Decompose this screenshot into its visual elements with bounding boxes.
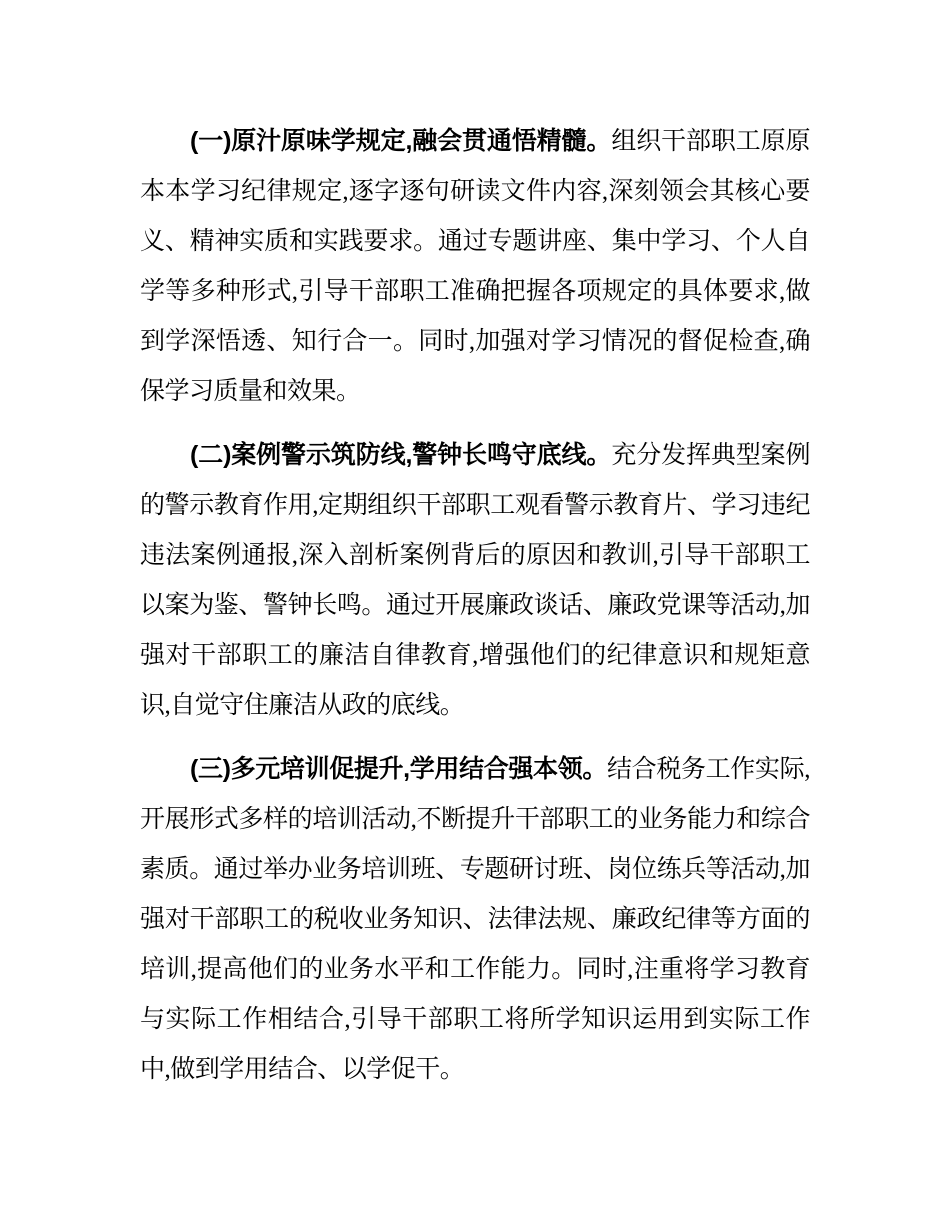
paragraph-2 xyxy=(140,430,810,731)
paragraph-3-heading: (三)多元培训促提升,学用结合强本领。 xyxy=(190,755,608,783)
paragraph-1-body: 组织干部职工原原本本学习纪律规定,逐字逐句研读文件内容,深刻领会其核心要义、精神实质和实践要求。通过专题讲座、集中学习、个人自学等多种形式,引导干部职工准确把握各项规定的具体要求,做到学深悟透、知行合一。同时,加强对学习情况的督促检查,确保学习质量和效果。 xyxy=(140,128,810,405)
paragraph-1-heading: (一)原汁原味学规定,融会贯通悟精髓。 xyxy=(190,127,612,155)
paragraph-1 xyxy=(140,116,810,417)
paragraph-2-heading: (二)案例警示筑防线,警钟长鸣守底线。 xyxy=(190,441,612,469)
paragraph-2-body: 充分发挥典型案例的警示教育作用,定期组织干部职工观看警示教育片、学习违纪违法案例通报,深入剖析案例背后的原因和教训,引导干部职工以案为鉴、警钟长鸣。通过开展廉政谈话、廉政党课等活动,加强对干部职工的廉洁自律教育,增强他们的纪律意识和规矩意识,自觉守住廉洁从政的底线。 xyxy=(140,442,810,719)
paragraph-3-body: 结合税务工作实际,开展形式多样的培训活动,不断提升干部职工的业务能力和综合素质。通过举办业务培训班、专题研讨班、岗位练兵等活动,加强对干部职工的税收业务知识、法律法规、廉政纪律等方面的培训,提高他们的业务水平和工作能力。同时,注重将学习教育与实际工作相结合,引导干部职工将所学知识运用到实际工作中,做到学用结合、以学促干。 xyxy=(140,756,810,1083)
paragraph-3 xyxy=(140,744,810,1095)
document-text-block xyxy=(140,116,810,1095)
